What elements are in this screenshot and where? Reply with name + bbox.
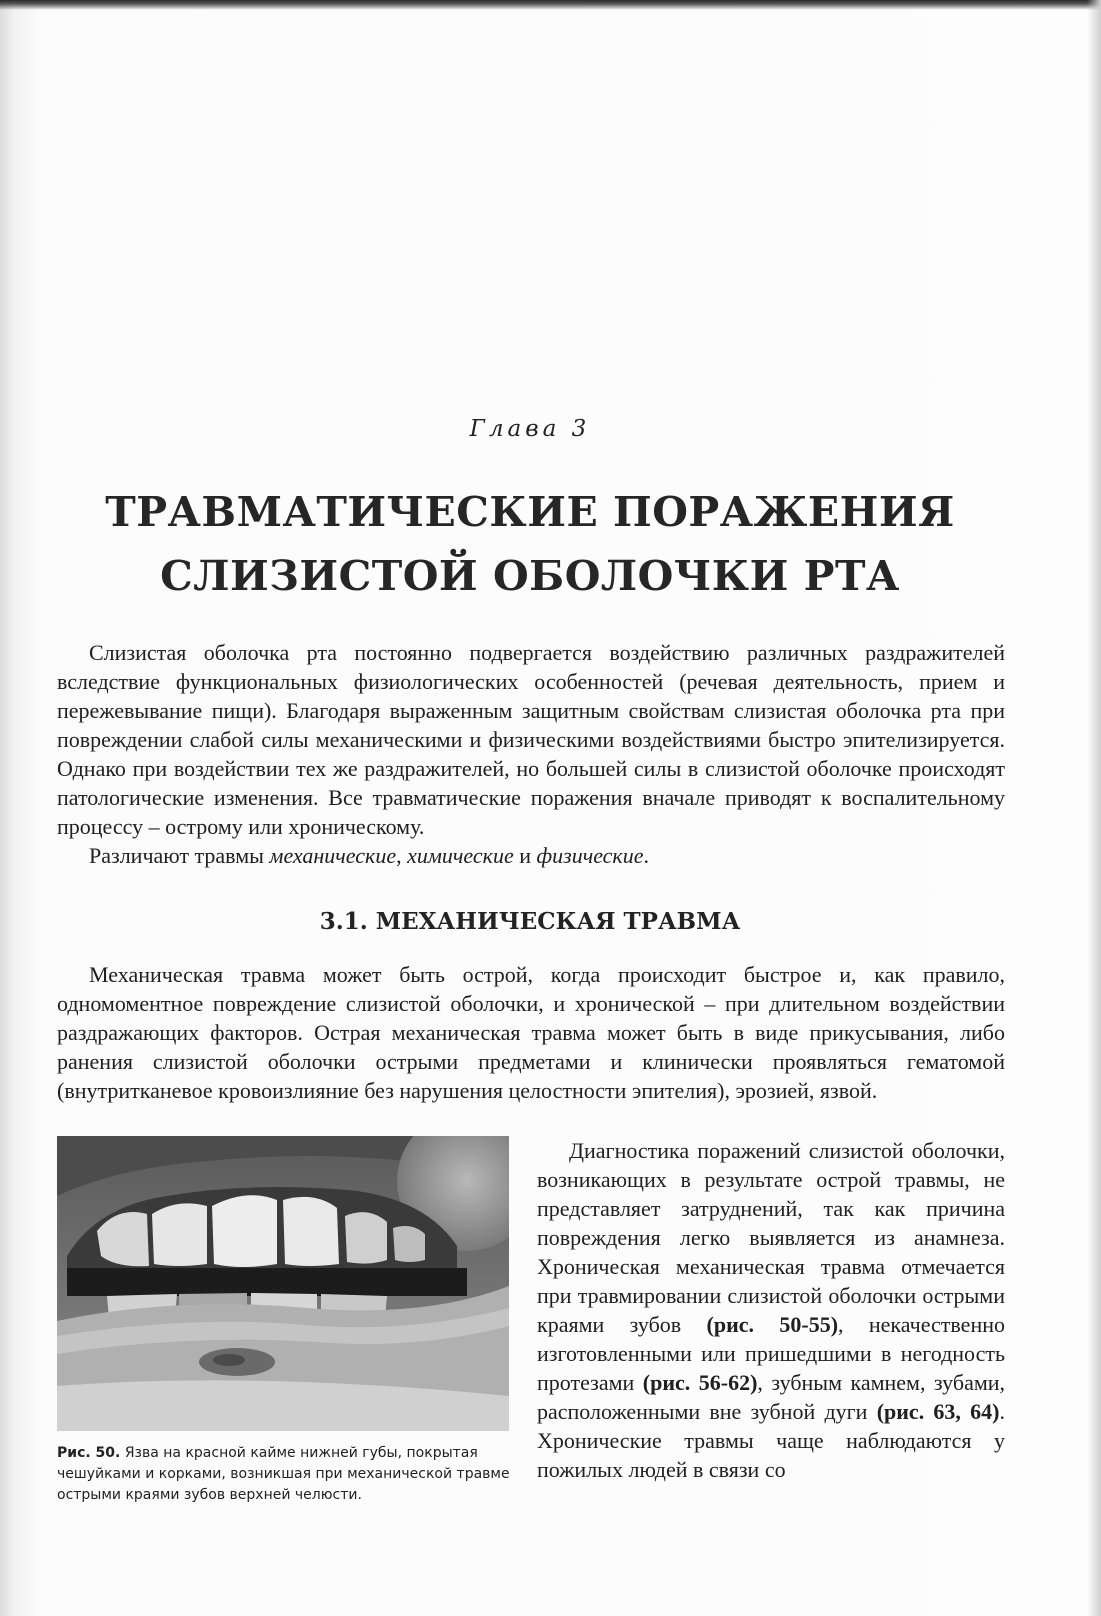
- right-column-text: [537, 1136, 1005, 1484]
- figure-reference-56-62: (рис. 56-62): [642, 1370, 758, 1395]
- figure-caption-text: Язва на красной кайме нижней губы, покрытая чешуйками и корками, возникшая при механической травме острыми краями зубов верхней челюсти.: [57, 1445, 510, 1503]
- term-chemical: химические: [407, 843, 514, 868]
- right-column-paragraph: [537, 1136, 1005, 1484]
- intro-p2-end: .: [643, 843, 649, 868]
- term-physical: физические: [536, 843, 644, 868]
- rc-text-2: , некачественно изготовленными или пришедшими в негодность протезами: [537, 1312, 1005, 1395]
- intro-paragraph-2: [57, 841, 1005, 870]
- section-text: [57, 960, 1005, 1105]
- chapter-title-line-2: СЛИЗИСТОЙ ОБОЛОЧКИ РТА: [160, 552, 900, 600]
- figure-photo: [57, 1136, 509, 1431]
- figure-caption-label: Рис. 50.: [57, 1445, 121, 1461]
- intro-text: [57, 638, 1005, 870]
- mouth-photo-illustration: [57, 1136, 509, 1431]
- figure-caption: [57, 1443, 517, 1506]
- rc-text-1: Диагностика поражений слизистой оболочки, возникающих в результате острой травмы, не представляет затруднений, так как причина повреждения легко выявляется из анамнеза. Хроническая механическая травма отмечается при травмировании слизистой оболочки острыми краями зубов: [537, 1138, 1005, 1337]
- figure-reference-50-55: (рис. 50-55): [706, 1312, 839, 1337]
- term-mechanical: механические: [269, 843, 397, 868]
- figure-reference-63-64: (рис. 63, 64): [876, 1399, 1000, 1424]
- section-heading: 3.1. МЕХАНИЧЕСКАЯ ТРАВМА: [319, 908, 741, 935]
- page-right-edge: [1087, 0, 1101, 1616]
- rc-text-4: . Хронические травмы чаще наблюдаются у пожилых людей в связи со: [537, 1399, 1005, 1482]
- chapter-label: Глава 3: [469, 416, 591, 442]
- intro-p2-prefix: Различают травмы: [89, 843, 270, 868]
- chapter-title: [60, 480, 1000, 608]
- intro-p2-and: и: [513, 843, 537, 868]
- intro-p2-comma: ,: [396, 843, 408, 868]
- page-top-edge: [0, 0, 1101, 10]
- chapter-title-line-1: ТРАВМАТИЧЕСКИЕ ПОРАЖЕНИЯ: [105, 488, 955, 536]
- intro-paragraph-1: Слизистая оболочка рта постоянно подвергается воздействию различных раздражителей вследствие функциональных физиологических особенностей (речевая деятельность, прием и пережевывание пищи). Благодаря выраженным защитным свойствам слизистая оболочка рта при повреждении слабой силы механическими и физическими воздействиями быстро эпителизируется. Однако при воздействии тех же раздражителей, но большей силы в слизистой оболочке происходят патологические изменения. Все травматические поражения вначале приводят к воспалительному процессу – острому или хроническому.: [57, 640, 1005, 839]
- rc-text-3: , зубным камнем, зубами, расположенными вне зубной дуги: [537, 1370, 1006, 1424]
- section-paragraph-1: Механическая травма может быть острой, когда происходит быстрое и, как правило, одномоментное повреждение слизистой оболочки, и хронической – при длительном воздействии раздражающих факторов. Острая механическая травма может быть в виде прикусывания, либо ранения слизистой оболочки острыми предметами и клинически проявляться гематомой (внутритканевое кровоизлияние без нарушения целостности эпителия), эрозией, язвой.: [57, 962, 1005, 1103]
